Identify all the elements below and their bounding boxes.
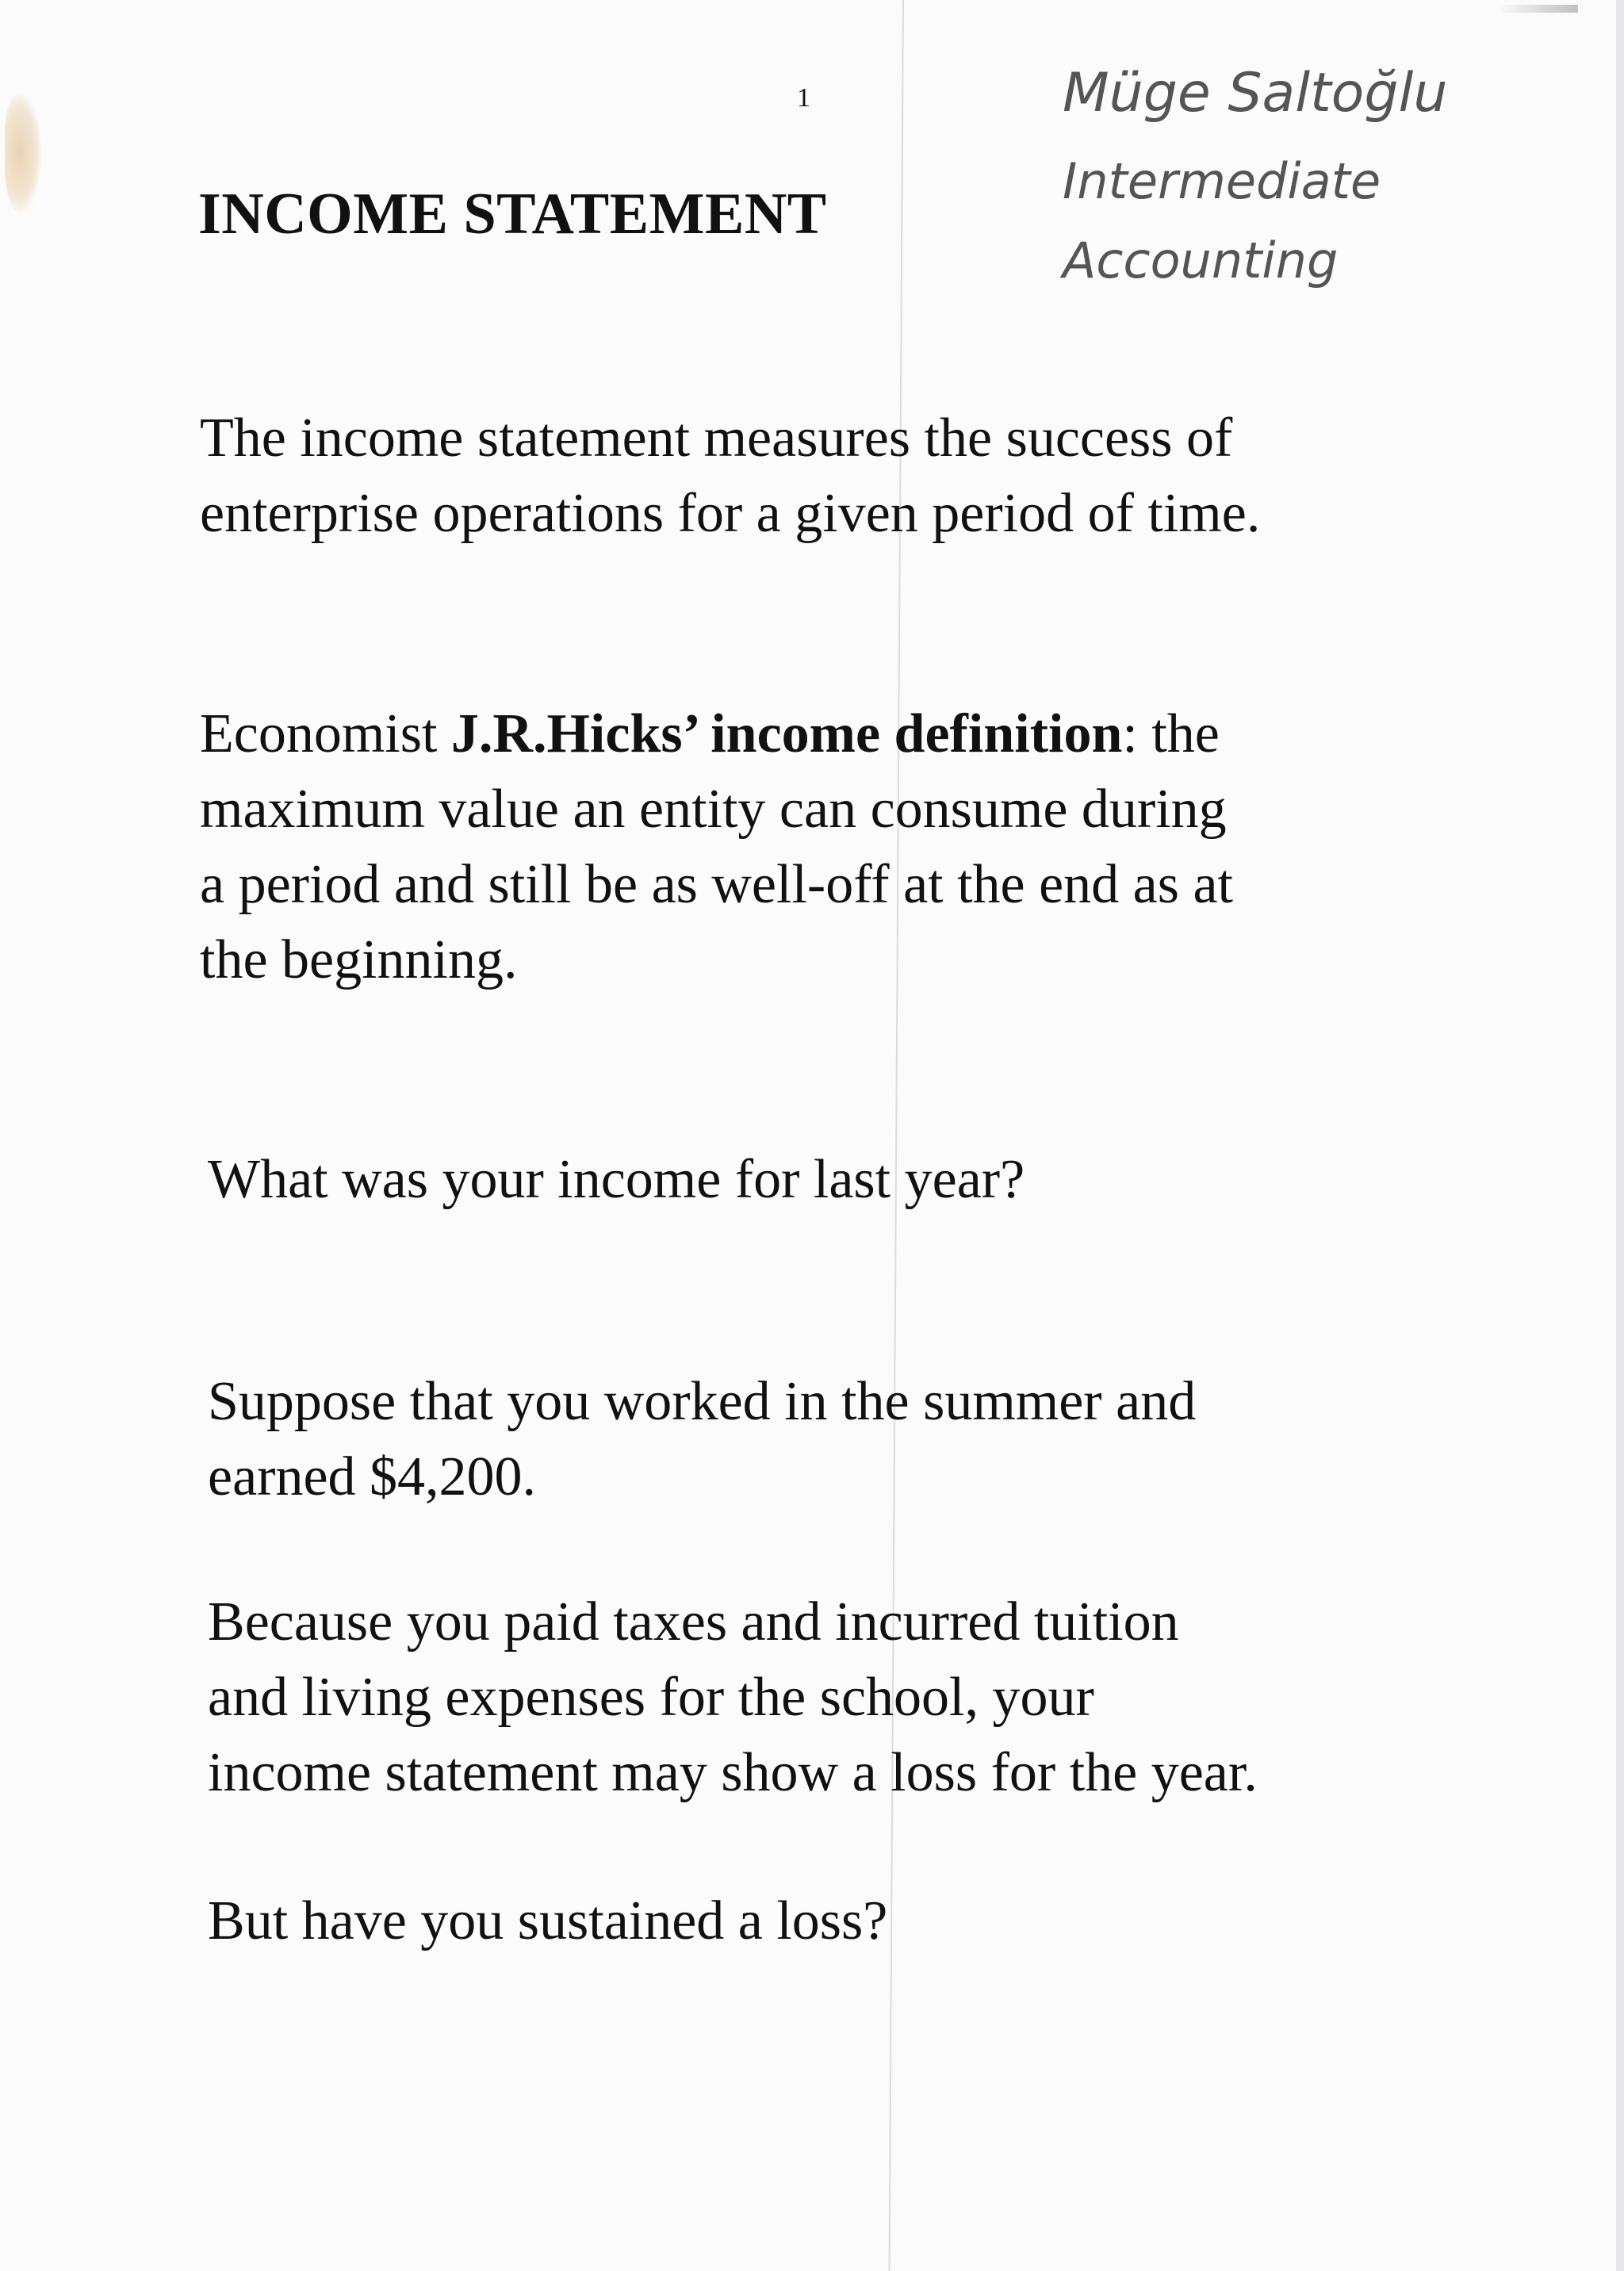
- paragraph-line: a period and still be as well-off at the end as at: [200, 854, 1233, 915]
- text-run: Economist: [200, 703, 451, 764]
- bold-term: J.R.Hicks’ income definition: [450, 703, 1123, 764]
- paragraph-line: Suppose that you worked in the summer and: [208, 1371, 1197, 1432]
- page-edge: [1616, 0, 1624, 2271]
- paragraph-line: earned $4,200.: [208, 1446, 537, 1507]
- scan-mark: [1499, 5, 1578, 13]
- fold-line: [889, 0, 904, 2271]
- coffee-stain: [5, 94, 41, 213]
- page-title: INCOME STATEMENT: [198, 182, 827, 247]
- paragraph-line: income statement may show a loss for the year.: [208, 1742, 1258, 1803]
- handwriting-svg: [1047, 40, 1554, 341]
- paragraph-line: [200, 696, 1220, 772]
- handwritten-course-line1: Intermediate: [1063, 152, 1381, 210]
- paragraph-line: and living expenses for the school, your: [208, 1667, 1094, 1728]
- handwritten-course-line2: Accounting: [1063, 232, 1339, 289]
- text-run: : the: [1122, 703, 1220, 764]
- page-number: 1: [797, 83, 810, 113]
- paragraph-line: Because you paid taxes and incurred tuition: [208, 1591, 1179, 1653]
- handwritten-note: [1047, 40, 1554, 341]
- paragraph-line: What was your income for last year?: [208, 1149, 1025, 1210]
- paragraph-line: maximum value an entity can consume during: [200, 779, 1227, 840]
- paragraph-line: the beginning.: [200, 929, 518, 990]
- paragraph-line: The income statement measures the success of: [200, 408, 1233, 469]
- handwritten-name: Müge Saltoğlu: [1063, 62, 1448, 124]
- paragraph-line: But have you sustained a loss?: [208, 1890, 888, 1951]
- paragraph-line: enterprise operations for a given period of time.: [200, 483, 1261, 544]
